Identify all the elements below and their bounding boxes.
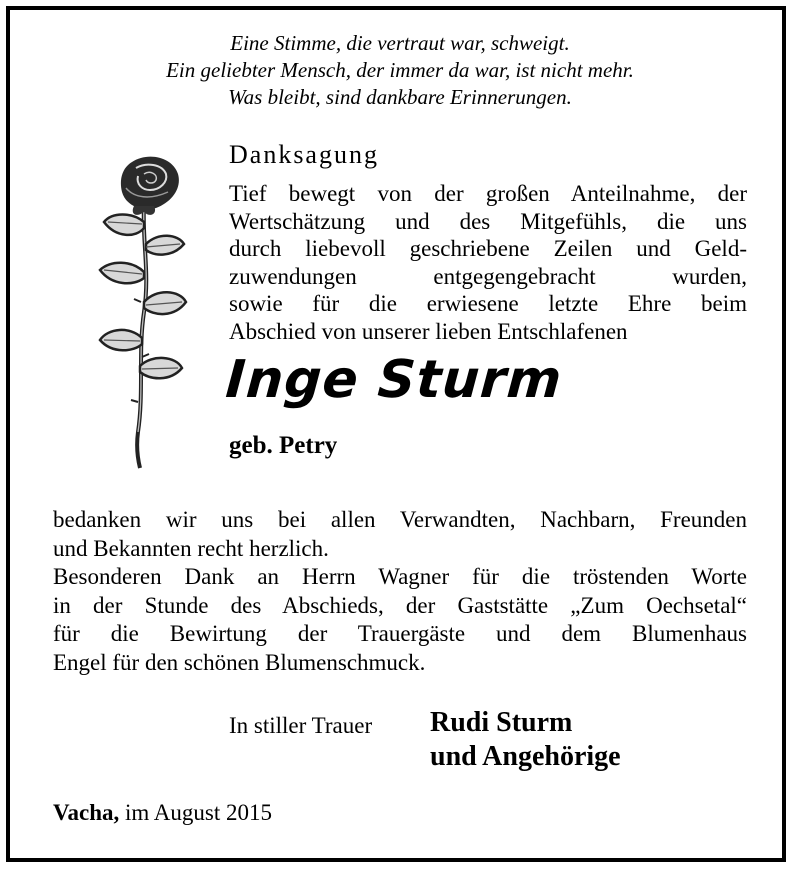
motto (0, 30, 800, 111)
signer-line: Rudi Sturm (430, 707, 573, 738)
rose-icon (92, 152, 192, 470)
body-line: Besonderen Dank an Herrn Wagner für die tröstenden Worte (53, 564, 747, 589)
intro-line: Wertschätzung und des Mitgefühls, die uns (229, 208, 747, 234)
signer-line: und Angehörige (430, 741, 621, 772)
place-date (53, 800, 272, 826)
signers (430, 706, 621, 774)
intro-line: durch liebevoll geschriebene Zeilen und Geld- (229, 236, 747, 261)
motto-line: Ein geliebter Mensch, der immer da war, ist nicht mehr. (166, 58, 634, 82)
birth-name: geb. Petry (229, 432, 338, 459)
intro-line: sowie für die erwiesene letzte Ehre beim (229, 291, 747, 316)
body-line: und Bekannten recht herzlich. (53, 535, 329, 561)
date: im August 2015 (125, 800, 272, 825)
body-line: in der Stunde des Abschieds, der Gaststätte „Zum Oechsetal“ (53, 592, 747, 618)
body-line: bedanken wir uns bei allen Verwandten, Nachbarn, Freunden (53, 507, 747, 532)
body-line: für die Bewirtung der Trauergäste und dem Blumenhaus (53, 621, 747, 646)
intro-text (229, 180, 747, 345)
heading: Danksagung (229, 140, 379, 169)
intro-line: Abschied von unserer lieben Entschlafenen (229, 318, 628, 344)
motto-line: Eine Stimme, die vertraut war, schweigt. (230, 31, 570, 55)
body-text (53, 506, 747, 677)
intro-line: zuwendungen entgegengebracht wurden, (229, 263, 747, 289)
motto-line: Was bleibt, sind dankbare Erinnerungen. (228, 85, 572, 109)
body-line: Engel für den schönen Blumenschmuck. (53, 649, 426, 675)
place: Vacha, (53, 800, 120, 825)
deceased-name: Inge Sturm (223, 350, 565, 410)
mourning-phrase: In stiller Trauer (229, 713, 373, 738)
intro-line: Tief bewegt von der großen Anteilnahme, der (229, 181, 747, 206)
